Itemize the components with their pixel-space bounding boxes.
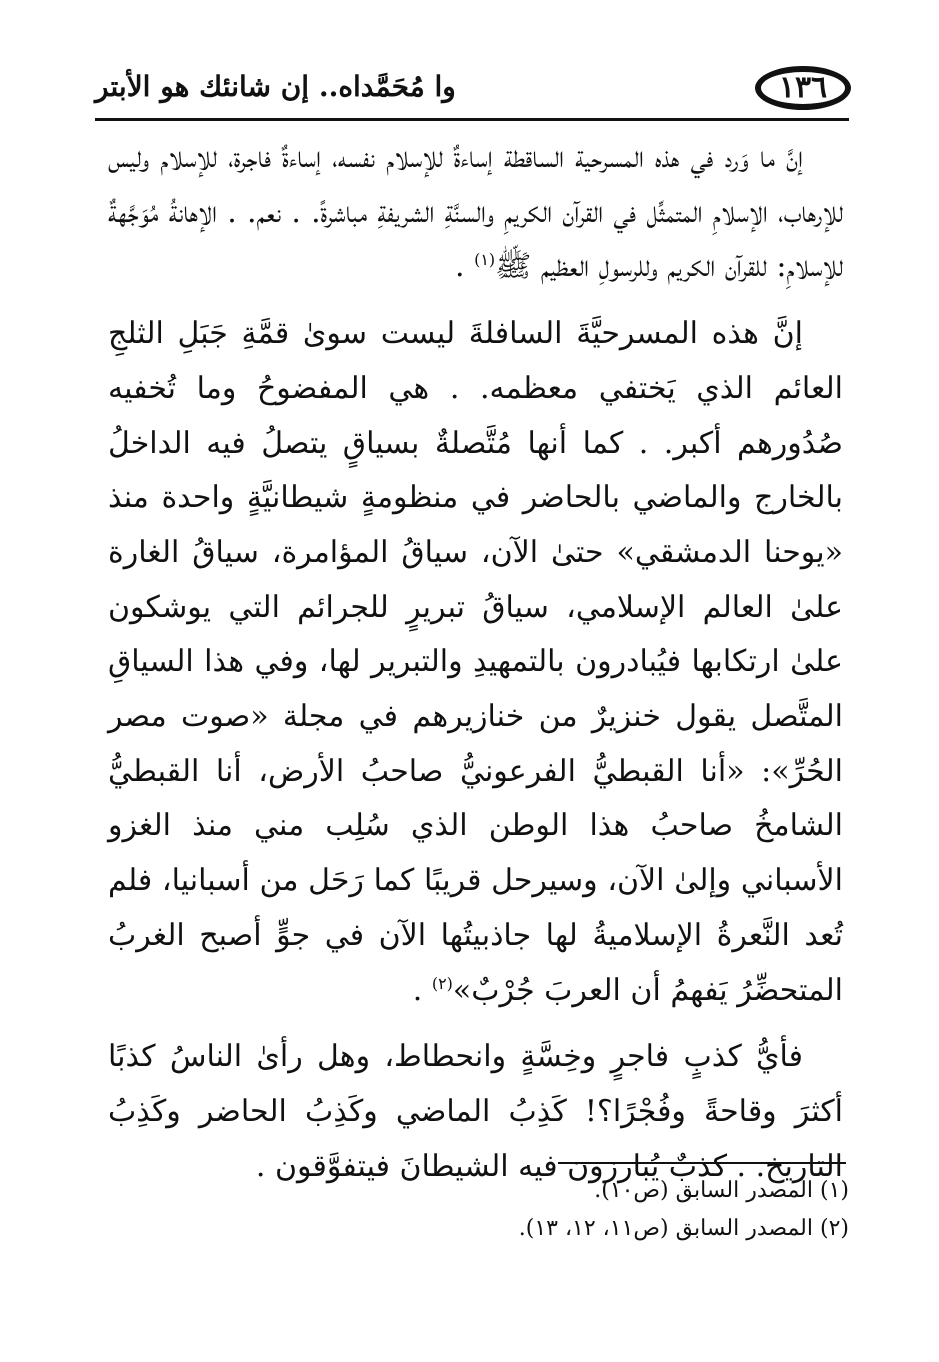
footnote-ref-1: (١) — [474, 250, 496, 270]
paragraph-1 — [108, 131, 843, 295]
header-rule — [95, 118, 849, 121]
paragraph-1-text: إنَّ ما وَرد في هذه المسرحية الساقطة إساءةٌ للإسلام نفسه، إساءةٌ فاجرة، للإسلام وليس للإرهاب، الإسلامِ المتمثِّل في القرآن الكريمِ والسنَّةِ الشريفةِ مباشرةً. . نعم. . الإهانةُ مُوَجَّهةٌ للإسلامِ: للقرآن الكريم وللرسولِ العظيم ﷺ — [108, 140, 843, 285]
paragraph-2-tail: . — [412, 972, 432, 1008]
footnotes — [300, 1172, 849, 1248]
paragraph-3-text: فأيُّ كذبٍ فاجرٍ وخِسَّةٍ وانحطاط، وهل رأىٰ الناسُ كذبًا أكثرَ وقاحةً وفُجْرًا؟! كَذِبُ الماضي وكَذِبُ الحاضر وكَذِبُ التاريخ. . كذبٌ يُبارزون فيه الشيطانَ فيتفوَّقون . — [108, 1039, 843, 1184]
main-text — [108, 131, 843, 1206]
page-header — [95, 62, 849, 118]
footnote-ref-2: (٢) — [431, 973, 453, 993]
page-number: ١٣٦ — [778, 70, 828, 105]
footnote-1: (١) المصدر السابق (ص١٠). — [594, 1178, 849, 1203]
running-title: وا مُحَمَّداه.. إن شانئك هو الأبتر — [95, 70, 456, 103]
footnote-2: (٢) المصدر السابق (ص١١، ١٢، ١٣). — [518, 1216, 849, 1241]
paragraph-1-tail: . — [454, 249, 475, 285]
paragraph-2-text: إنَّ هذه المسرحيَّةَ السافلةَ ليست سوىٰ قمَّةِ جَبَلِ الثلجِ العائم الذي يَختفي معظمه. . هي المفضوحُ وما تُخفيه صُدُورهم أكبر. . كما أنها مُتَّصلةٌ بسياقٍ يتصلُ فيه الداخلُ بالخارج والماضي بالحاضر في منظومةٍ شيطانيَّةٍ واحدة منذ «يوحنا الدمشقي» حتىٰ الآن، سياقُ المؤامرة، سياقُ الغارة علىٰ العالم الإسلامي، سياقُ تبريرٍ للجرائم التي يوشكون علىٰ ارتكابها فيُبادرون بالتمهيدِ والتبرير لها، وفي هذا السياقِ المتَّصل يقول خنزيرٌ من خنازيرهم في مجلة «صوت مصر الحُرِّ»: «أنا القبطيُّ الفرعونيُّ صاحبُ الأرض، أنا القبطيُّ الشامخُ صاحبُ هذا الوطن الذي سُلِب مني منذ الغزو الأسباني وإلىٰ الآن، وسيرحل قريبًا كما رَحَل من أسبانيا، فلم تُعد النَّعرةُ الإسلاميةُ لها جاذبيتُها الآن في جوٍّ أصبح الغربُ المتحضِّرُ يَفهمُ أن العربَ جُرْبٌ» — [108, 316, 843, 1008]
footnote-separator — [558, 1162, 846, 1164]
paragraph-2 — [108, 307, 843, 1018]
page-number-badge — [755, 66, 851, 110]
paragraph-3 — [108, 1030, 843, 1194]
